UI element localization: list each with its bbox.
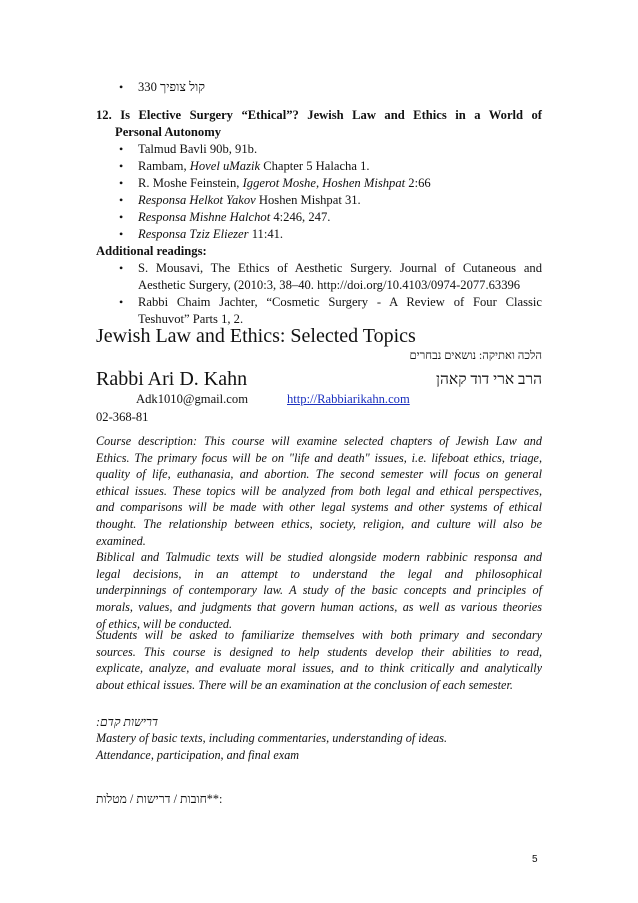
additional-reading-2-line1: • Rabbi Chaim Jachter, “Cosmetic Surgery - A Review of Four Classic <box>138 294 542 311</box>
instructor-name: Rabbi Ari D. Kahn <box>96 368 248 390</box>
section-12-item <box>138 226 283 243</box>
description-line: quality of life, euthanasia, and abortion. The second semester will focus on general <box>96 467 542 482</box>
additional-readings-heading: Additional readings: <box>96 244 207 258</box>
course-description-paragraph <box>96 433 542 632</box>
source-title: Responsa Tziz Eliezer <box>138 227 249 241</box>
instructor-email[interactable]: Adk1010@gmail.com <box>136 392 248 406</box>
description-line: thought. The relationship between ethics, society, religion, and culture will also be <box>96 516 542 531</box>
description-line: underpinnings of contemporary law. A study of the basic concepts and principles of <box>96 583 542 598</box>
additional-reading-1-line1: • S. Mousavi, The Ethics of Aesthetic Surgery. Journal of Cutaneous and <box>138 260 542 277</box>
description-line: ethical issues. These topics will be analyzed from both legal and ethical perspectives, <box>96 483 542 498</box>
section-12-heading-line2: Personal Autonomy <box>115 125 222 139</box>
description-line: Course description: This course will examine selected chapters of Jewish Law and <box>96 434 542 448</box>
source-ref: 2:66 <box>405 176 431 190</box>
top-bullet-number: 330 <box>138 80 157 94</box>
section-12-item <box>138 209 330 226</box>
description-line: sources. This course is designed to help students develop their abilities to read, <box>96 644 542 659</box>
section-12-item <box>138 141 257 158</box>
page-number: 5 <box>532 854 538 865</box>
source-title: Iggerot Moshe, Hoshen Mishpat <box>242 176 406 190</box>
source-title: Hovel uMazik <box>189 159 261 173</box>
description-line: Students will be asked to familiarize themselves with both primary and secondary <box>96 628 542 642</box>
description-line: Ethics. The primary focus will be on "life and death" issues, i.e. lifeboat ethics, triage, <box>96 450 542 465</box>
description-line: examined. <box>96 533 146 548</box>
description-line: Biblical and Talmudic texts will be studied alongside modern rabbinic responsa and <box>96 550 542 565</box>
source-text: Talmud Bavli 90b, 91b. <box>138 142 258 156</box>
duties-label: חובות / דרישות / מטלות**: <box>96 792 223 806</box>
description-line: legal decisions, in an attempt to understand the legal and philosophical <box>96 566 542 581</box>
top-bullet-hebrew: קול צופיך <box>160 80 205 94</box>
section-12-item <box>138 192 361 209</box>
source-text: R. Moshe Feinstein, <box>138 176 243 190</box>
description-line: and comparisons will be made with other legal systems and other systems of ethical <box>96 500 542 515</box>
prerequisites-line: Mastery of basic texts, including commentaries, understanding of ideas. <box>96 731 448 745</box>
course-title-hebrew: הלכה ואתיקה: נושאים נבחרים <box>409 350 542 362</box>
section-12-item <box>138 175 431 192</box>
students-paragraph <box>96 627 542 693</box>
source-ref: Chapter 5 Halacha 1. <box>260 159 370 173</box>
source-title: Responsa Mishne Halchot <box>138 210 271 224</box>
source-ref: 11:41. <box>248 227 284 241</box>
section-12-heading-line1: 12. Is Elective Surgery “Ethical”? Jewish Law and Ethics in a World of <box>96 108 542 122</box>
requirements-line: Attendance, participation, and final exam <box>96 748 300 762</box>
description-line: morals, values, and judgments that govern human actions, as well as various theories <box>96 599 542 614</box>
instructor-name-hebrew: הרב ארי דוד קאהן <box>436 371 542 388</box>
source-title: Responsa Helkot Yakov <box>138 193 256 207</box>
course-title: Jewish Law and Ethics: Selected Topics <box>96 325 416 347</box>
top-bullet-item <box>138 79 205 96</box>
section-12-item <box>138 158 370 175</box>
source-ref: Hoshen Mishpat 31. <box>255 193 361 207</box>
course-number: 02-368-81 <box>96 410 149 424</box>
additional-reading-2-line2: Teshuvot” Parts 1, 2. <box>138 312 244 326</box>
description-line: about ethical issues. There will be an examination at the conclusion of each semester. <box>96 677 513 692</box>
source-ref: 4:246, 247. <box>270 210 331 224</box>
additional-reading-1-line2: Aesthetic Surgery, (2010:3, 38–40. http://doi.org/10.4103/0974-2077.63396 <box>138 278 521 292</box>
description-line: explicate, analyze, and evaluate moral issues, and to think critically and analytically <box>96 661 542 676</box>
description-line: of ethics, will be conducted. <box>96 616 233 631</box>
instructor-website-link[interactable]: http://Rabbiarikahn.com <box>287 392 410 406</box>
source-text: Rambam, <box>138 159 190 173</box>
prerequisites-label: דרישות קדם: <box>96 715 159 729</box>
